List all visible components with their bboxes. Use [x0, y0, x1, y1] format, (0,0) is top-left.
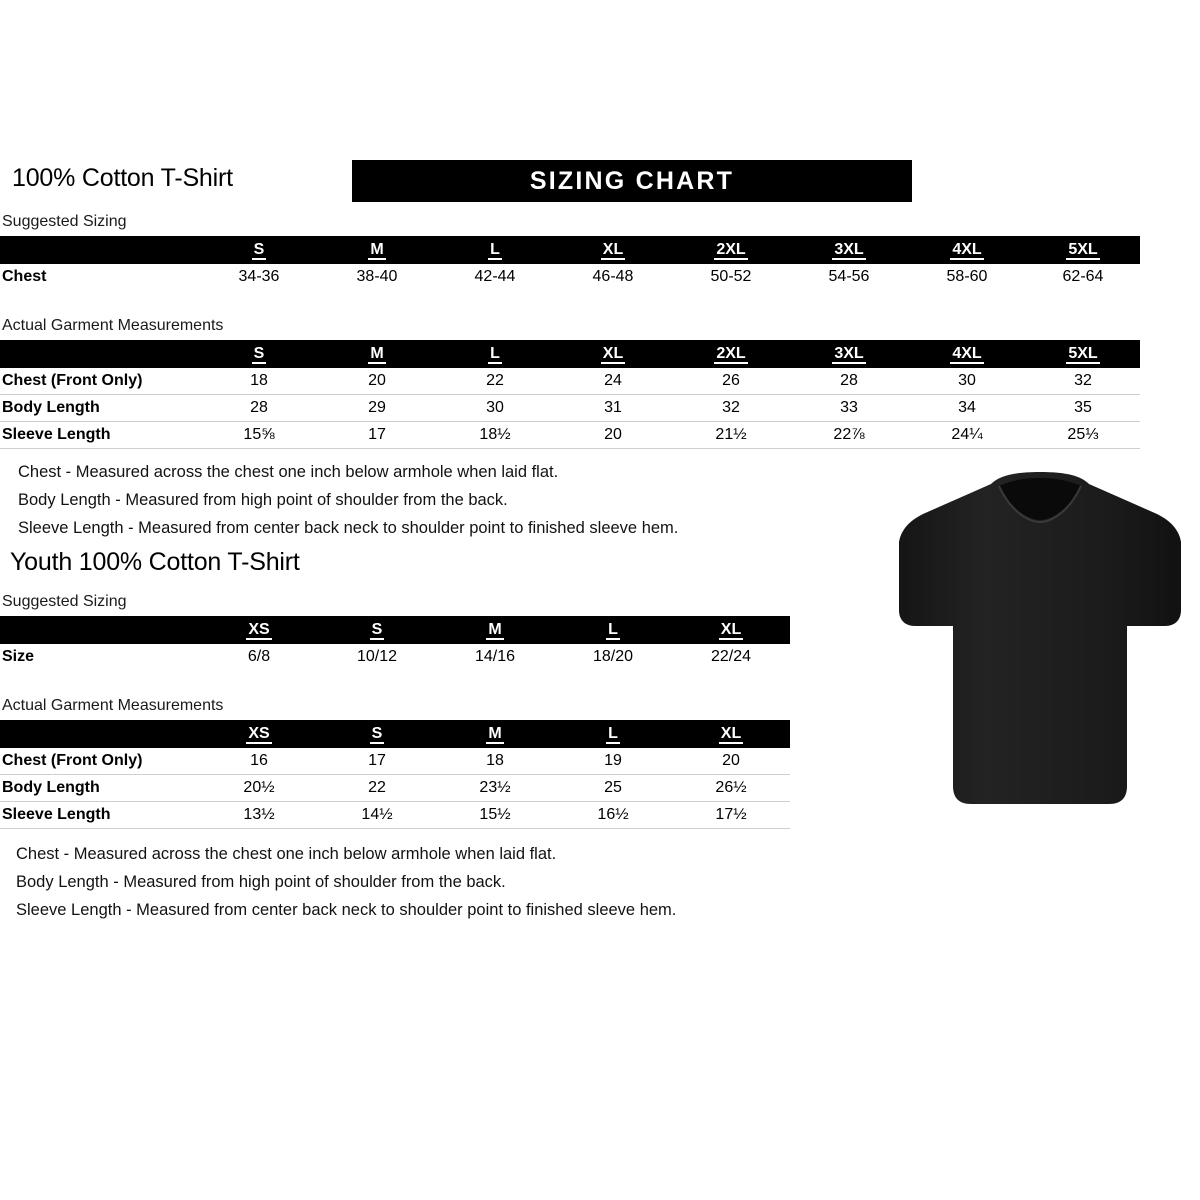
- cell-sleevelength-xs: 13½: [200, 802, 318, 829]
- table-row: [0, 775, 790, 802]
- adult-actual-measurements-table: [0, 340, 1140, 449]
- cell-sleevelength-5xl: 25⅓: [1026, 422, 1140, 449]
- table-row: [0, 422, 1140, 449]
- cell-sleevelength-l: 18½: [436, 422, 554, 449]
- adult-actual-measurements-label: Actual Garment Measurements: [2, 317, 224, 334]
- cell-bodylength-m: 23½: [436, 775, 554, 802]
- cell-chest-2xl: 50-52: [710, 268, 752, 285]
- youth-suggested-sizing-table: [0, 616, 790, 670]
- row-label-sleeve-length: Sleeve Length: [0, 422, 200, 449]
- header-cell-m: M: [436, 720, 554, 748]
- cell-sleevelength-4xl: 24¼: [908, 422, 1026, 449]
- header-cell-l: L: [436, 236, 554, 264]
- cell-bodylength-l: 25: [554, 775, 672, 802]
- adult-header: [12, 160, 902, 202]
- header-cell-m: M: [318, 340, 436, 368]
- header-cell-4xl: 4XL: [908, 340, 1026, 368]
- adult-note-body-length: Body Length - Measured from high point of shoulder from the back.: [18, 491, 508, 509]
- header-cell-l: L: [554, 616, 672, 644]
- cell-chestfront-5xl: 32: [1026, 368, 1140, 395]
- header-cell-3xl: 3XL: [790, 340, 908, 368]
- row-label-chest-front-only: Chest (Front Only): [0, 748, 200, 775]
- cell-chest-m: 38-40: [356, 268, 398, 285]
- header-cell-s: S: [318, 720, 436, 748]
- cell-bodylength-4xl: 34: [908, 395, 1026, 422]
- header-cell-s: S: [200, 340, 318, 368]
- adult-suggested-sizing-table: [0, 236, 1140, 290]
- youth-note-body-length: Body Length - Measured from high point of shoulder from the back.: [16, 873, 506, 891]
- header-cell-xl: XL: [554, 236, 672, 264]
- cell-chestfront-s: 18: [200, 368, 318, 395]
- cell-sleevelength-l: 16½: [554, 802, 672, 829]
- youth-actual-measurements-label: Actual Garment Measurements: [2, 697, 224, 714]
- header-cell-3xl: 3XL: [790, 236, 908, 264]
- cell-chestfront-m: 20: [318, 368, 436, 395]
- cell-chestfront-xl: 20: [672, 748, 790, 775]
- youth-note-sleeve-length: Sleeve Length - Measured from center back neck to shoulder point to finished sleeve hem.: [16, 901, 677, 919]
- table-row: [0, 644, 790, 670]
- header-cell-s: S: [200, 236, 318, 264]
- cell-chest-4xl: 58-60: [946, 268, 988, 285]
- header-cell-5xl: 5XL: [1026, 236, 1140, 264]
- row-label-chest: Chest: [2, 268, 47, 285]
- cell-bodylength-s: 22: [318, 775, 436, 802]
- table-row: [0, 368, 1140, 395]
- table-header-row: [0, 720, 790, 748]
- cell-bodylength-l: 30: [436, 395, 554, 422]
- cell-chestfront-l: 22: [436, 368, 554, 395]
- tshirt-icon: [895, 470, 1185, 810]
- cell-chest-5xl: 62-64: [1062, 268, 1104, 285]
- cell-chest-xl: 46-48: [592, 268, 634, 285]
- cell-bodylength-5xl: 35: [1026, 395, 1140, 422]
- header-cell-l: L: [436, 340, 554, 368]
- cell-bodylength-s: 28: [200, 395, 318, 422]
- header-cell-blank: [0, 720, 200, 748]
- header-cell-m: M: [318, 236, 436, 264]
- adult-note-chest: Chest - Measured across the chest one inch below armhole when laid flat.: [18, 463, 559, 481]
- cell-chestfront-xl: 24: [554, 368, 672, 395]
- cell-sleevelength-3xl: 22⅞: [790, 422, 908, 449]
- header-cell-xs: XS: [200, 720, 318, 748]
- cell-size-m: 14/16: [474, 648, 516, 665]
- table-row: [0, 802, 790, 829]
- youth-note-chest: Chest - Measured across the chest one inch below armhole when laid flat.: [16, 845, 557, 863]
- cell-size-xs: 6/8: [247, 648, 271, 665]
- cell-bodylength-3xl: 33: [790, 395, 908, 422]
- table-row: [0, 748, 790, 775]
- cell-size-l: 18/20: [592, 648, 634, 665]
- row-label-sleeve-length: Sleeve Length: [0, 802, 200, 829]
- cell-chest-3xl: 54-56: [828, 268, 870, 285]
- header-cell-5xl: 5XL: [1026, 340, 1140, 368]
- table-header-row: [0, 236, 1140, 264]
- header-cell-blank: [0, 236, 200, 264]
- table-row: [0, 395, 1140, 422]
- cell-sleevelength-s: 15⅝: [200, 422, 318, 449]
- cell-sleevelength-2xl: 21½: [672, 422, 790, 449]
- header-cell-4xl: 4XL: [908, 236, 1026, 264]
- cell-bodylength-xl: 31: [554, 395, 672, 422]
- sizing-chart-banner-label: SIZING CHART: [529, 167, 735, 195]
- cell-chestfront-xs: 16: [200, 748, 318, 775]
- table-header-row: [0, 616, 790, 644]
- cell-sleevelength-s: 14½: [318, 802, 436, 829]
- row-label-chest-front-only: Chest (Front Only): [0, 368, 200, 395]
- cell-chest-s: 34-36: [238, 268, 280, 285]
- cell-chestfront-s: 17: [318, 748, 436, 775]
- header-cell-2xl: 2XL: [672, 236, 790, 264]
- header-cell-blank: [0, 340, 200, 368]
- header-cell-xl: XL: [554, 340, 672, 368]
- cell-sleevelength-m: 15½: [436, 802, 554, 829]
- header-cell-xl: XL: [672, 616, 790, 644]
- cell-bodylength-2xl: 32: [672, 395, 790, 422]
- cell-chest-l: 42-44: [474, 268, 516, 285]
- header-cell-l: L: [554, 720, 672, 748]
- adult-suggested-sizing-label: Suggested Sizing: [2, 213, 127, 230]
- youth-suggested-sizing-label: Suggested Sizing: [2, 593, 127, 610]
- cell-chestfront-2xl: 26: [672, 368, 790, 395]
- row-label-body-length: Body Length: [0, 395, 200, 422]
- table-row: [0, 264, 1140, 290]
- cell-size-xl: 22/24: [710, 648, 752, 665]
- header-cell-s: S: [318, 616, 436, 644]
- cell-bodylength-m: 29: [318, 395, 436, 422]
- adult-note-sleeve-length: Sleeve Length - Measured from center back neck to shoulder point to finished sleeve hem.: [18, 519, 679, 537]
- header-cell-xs: XS: [200, 616, 318, 644]
- tshirt-illustration: [895, 470, 1185, 810]
- cell-bodylength-xs: 20½: [200, 775, 318, 802]
- cell-sleevelength-xl: 17½: [672, 802, 790, 829]
- youth-actual-measurements-table: [0, 720, 790, 829]
- adult-title: 100% Cotton T-Shirt: [12, 164, 233, 192]
- cell-chestfront-3xl: 28: [790, 368, 908, 395]
- cell-bodylength-xl: 26½: [672, 775, 790, 802]
- row-label-size: Size: [2, 648, 35, 665]
- cell-chestfront-m: 18: [436, 748, 554, 775]
- cell-chestfront-l: 19: [554, 748, 672, 775]
- table-header-row: [0, 340, 1140, 368]
- cell-sleevelength-xl: 20: [554, 422, 672, 449]
- header-cell-xl: XL: [672, 720, 790, 748]
- row-label-body-length: Body Length: [0, 775, 200, 802]
- cell-sleevelength-m: 17: [318, 422, 436, 449]
- sizing-chart-banner: [352, 160, 912, 202]
- header-cell-blank: [0, 616, 200, 644]
- cell-size-s: 10/12: [356, 648, 398, 665]
- header-cell-2xl: 2XL: [672, 340, 790, 368]
- cell-chestfront-4xl: 30: [908, 368, 1026, 395]
- header-cell-m: M: [436, 616, 554, 644]
- youth-title: Youth 100% Cotton T-Shirt: [10, 548, 300, 576]
